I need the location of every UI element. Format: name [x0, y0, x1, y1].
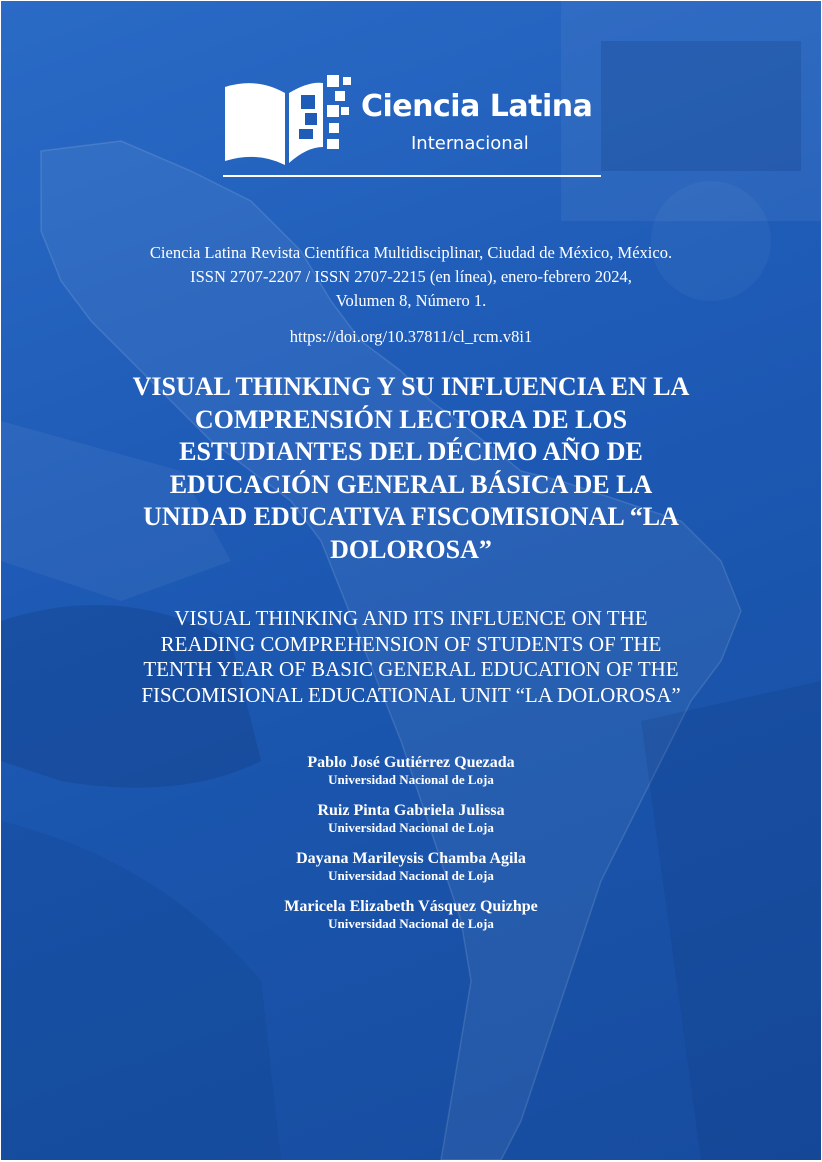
title-line: COMPRENSIÓN LECTORA DE LOS	[194, 404, 628, 434]
author-affiliation: Universidad Nacional de Loja	[328, 916, 494, 931]
author-entry	[161, 849, 661, 884]
author-name: Pablo José Gutiérrez Quezada	[307, 754, 515, 771]
journal-citation	[41, 241, 781, 313]
journal-volume-line: Volumen 8, Número 1.	[335, 291, 487, 310]
author-entry	[161, 801, 661, 836]
title-line: EDUCACIÓN GENERAL BÁSICA DE LA	[169, 469, 653, 499]
author-name: Dayana Marileysis Chamba Agila	[296, 850, 526, 867]
title-english	[91, 606, 731, 708]
doi-link[interactable]: https://doi.org/10.37811/cl_rcm.v8i1	[289, 327, 533, 346]
title-line: DOLOROSA”	[330, 534, 492, 564]
title-line: VISUAL THINKING Y SU INFLUENCIA EN LA	[132, 372, 690, 401]
book-pixel-icon	[223, 73, 353, 173]
journal-issn-line: ISSN 2707-2207 / ISSN 2707-2215 (en línea), enero-febrero 2024,	[190, 267, 632, 286]
journal-citation-line: Ciencia Latina Revista Científica Multidisciplinar, Ciudad de México, México.	[149, 243, 673, 262]
title-line: VISUAL THINKING AND ITS INFLUENCE ON THE	[174, 606, 648, 630]
title-line: READING COMPREHENSION OF STUDENTS OF THE	[160, 631, 662, 656]
title-line: ESTUDIANTES DEL DÉCIMO AÑO DE	[179, 437, 643, 466]
author-list	[161, 753, 661, 945]
title-line: UNIDAD EDUCATIVA FISCOMISIONAL “LA	[143, 502, 679, 531]
logo-divider	[223, 175, 601, 177]
title-line: FISCOMISIONAL EDUCATIONAL UNIT “LA DOLOROSA”	[141, 682, 681, 707]
author-name: Ruiz Pinta Gabriela Julissa	[317, 802, 505, 819]
author-entry	[161, 897, 661, 932]
author-affiliation: Universidad Nacional de Loja	[328, 772, 494, 787]
author-entry	[161, 753, 661, 788]
title-spanish	[96, 371, 726, 566]
journal-cover	[1, 1, 821, 1160]
author-affiliation: Universidad Nacional de Loja	[328, 868, 494, 883]
logo-wordmark: Ciencia Latina	[361, 89, 593, 124]
title-line: TENTH YEAR OF BASIC GENERAL EDUCATION OF THE	[143, 657, 679, 681]
author-affiliation: Universidad Nacional de Loja	[328, 820, 494, 835]
journal-logo	[223, 73, 603, 183]
author-name: Maricela Elizabeth Vásquez Quizhpe	[284, 898, 538, 915]
logo-subtitle: Internacional	[411, 133, 529, 154]
